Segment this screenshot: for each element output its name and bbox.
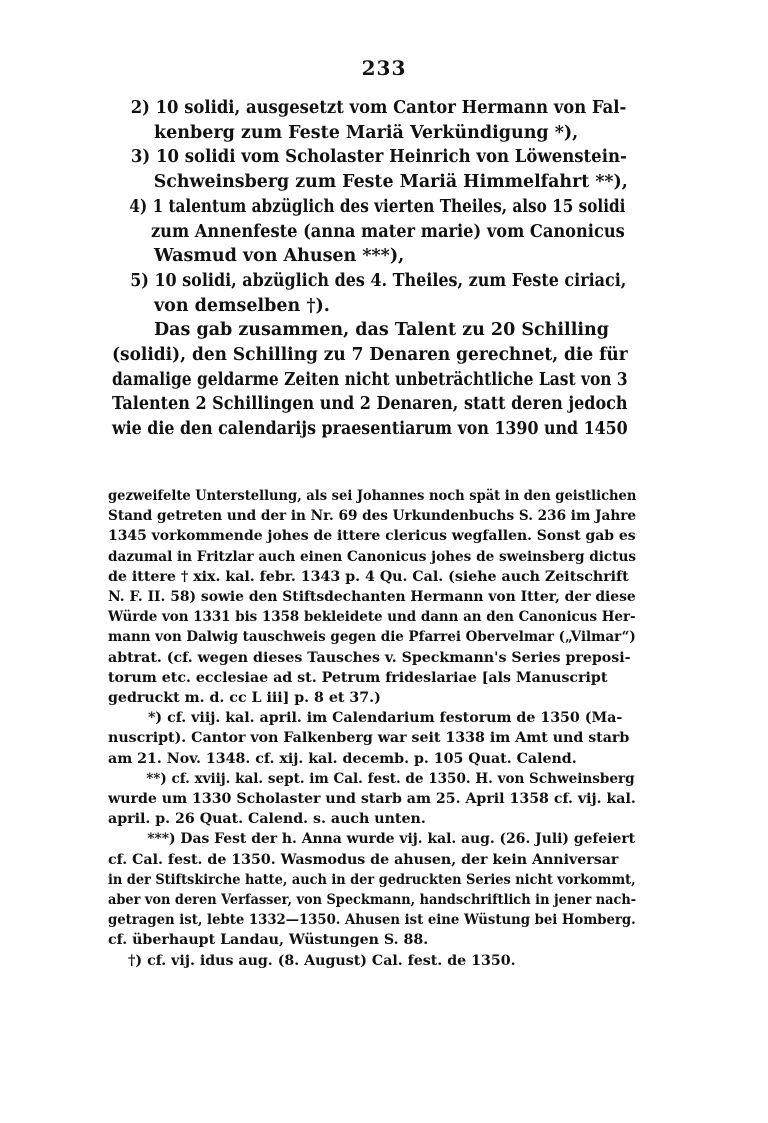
paragraph-line-5: wie die den calendarijs praesentiarum von 1390 und 1450 bbox=[112, 419, 628, 440]
footnote-1-line-3: am 21. Nov. 1348. cf. xij. kal. decemb. p. 105 Quat. Calend. bbox=[108, 750, 577, 767]
footnote-3-line-2: cf. Cal. fest. de 1350. Wasmodus de ahusen, der kein Anniversar bbox=[108, 851, 619, 868]
footnote-continuation-line: torum etc. ecclesiae ad st. Petrum frideslariae [als Manuscript bbox=[108, 669, 608, 686]
footnote-3-line-5: getragen ist, lebte 1332—1350. Ahusen ist eine Wüstung bei Homberg. bbox=[108, 912, 636, 929]
footnote-continuation-line: Stand getreten und der in Nr. 69 des Urkundenbuchs S. 236 im Jahre bbox=[108, 508, 637, 525]
paragraph-line-4: Talenten 2 Schillingen und 2 Denaren, statt deren jedoch bbox=[112, 394, 628, 415]
list-item-4-line-2: zum Annenfeste (anna mater marie) vom Canonicus bbox=[150, 221, 625, 242]
paragraph-line-3: damalige geldarme Zeiten nicht unbeträchtliche Last von 3 bbox=[112, 369, 628, 390]
main-text-block bbox=[112, 96, 632, 442]
list-item-3-line-1: 3) 10 solidi vom Scholaster Heinrich von Löwenstein- bbox=[130, 147, 627, 168]
paragraph-line-1: Das gab zusammen, das Talent zu 20 Schilling bbox=[154, 320, 609, 341]
footnote-continuation-line: N. F. II. 58) sowie den Stiftsdechanten Hermann von Itter, der diese bbox=[108, 589, 636, 606]
footnote-continuation-line: gedruckt m. d. cc L iii] p. 8 et 37.) bbox=[108, 690, 381, 707]
list-item-5-line-1: 5) 10 solidi, abzüglich des 4. Theiles, zum Feste ciriaci, bbox=[130, 270, 627, 291]
list-item-4-line-3: Wasmud von Ahusen ***), bbox=[154, 246, 405, 267]
footnote-3-line-6: cf. überhaupt Landau, Wüstungen S. 88. bbox=[108, 932, 429, 949]
footnote-2-line-3: april. p. 26 Quat. Calend. s. auch unten. bbox=[108, 811, 426, 828]
footnote-3-line-1: ***) Das Fest der h. Anna wurde vij. kal. aug. (26. Juli) gefeiert bbox=[147, 831, 636, 848]
footnote-continuation-line: 1345 vorkommende johes de ittere clericus wegfallen. Sonst gab es bbox=[108, 528, 636, 545]
footnote-continuation-line: dazumal in Fritzlar auch einen Canonicus johes de sweinsberg dictus bbox=[108, 548, 637, 565]
footnotes-block bbox=[108, 486, 638, 971]
footnote-4-line-1: †) cf. vij. idus aug. (8. August) Cal. fest. de 1350. bbox=[128, 952, 516, 969]
list-item-2-line-1: 2) 10 solidi, ausgesetzt vom Cantor Hermann von Fal- bbox=[130, 98, 627, 118]
footnote-continuation-line: de ittere † xix. kal. febr. 1343 p. 4 Qu. Cal. (siehe auch Zeitschrift bbox=[108, 568, 629, 585]
footnote-continuation-line: Würde von 1331 bis 1358 bekleidete und dann an den Canonicus Her- bbox=[108, 609, 636, 626]
paragraph-line-2: (solidi), den Schilling zu 7 Denaren gerechnet, die für bbox=[112, 345, 628, 366]
list-item-4-line-1: 4) 1 talentum abzüglich des vierten Theiles, also 15 solidi bbox=[129, 196, 626, 217]
footnote-1-line-2: nuscript). Cantor von Falkenberg war seit 1338 im Amt und starb bbox=[108, 730, 630, 747]
list-item-2-line-2: kenberg zum Feste Mariä Verkündigung *), bbox=[154, 122, 579, 143]
list-item-3-line-2: Schweinsberg zum Feste Mariä Himmelfahrt **), bbox=[153, 172, 628, 193]
footnote-3-line-4: aber von deren Verfasser, von Speckmann, handschriftlich in jener nach- bbox=[108, 892, 637, 909]
footnote-1-line-1: *) cf. viij. kal. april. im Calendarium festorum de 1350 (Ma- bbox=[148, 710, 623, 727]
page-number: 233 bbox=[361, 56, 407, 80]
footnote-3-line-3: in der Stiftskirche hatte, auch in der gedruckten Series nicht vorkommt, bbox=[108, 871, 636, 888]
footnote-2-line-1: **) cf. xviij. kal. sept. im Cal. fest. de 1350. H. von Schweinsberg bbox=[146, 770, 635, 787]
footnote-continuation-line: abtrat. (cf. wegen dieses Tausches v. Speckmann's Series preposi- bbox=[108, 649, 631, 666]
footnote-2-line-2: wurde um 1330 Scholaster und starb am 25. April 1358 cf. vij. kal. bbox=[108, 791, 636, 808]
footnote-continuation-line: gezweifelte Unterstellung, als sei Johannes noch spät in den geistlichen bbox=[108, 488, 637, 504]
footnote-continuation-line: mann von Dalwig tauschweis gegen die Pfarrei Obervelmar („Vilmar“) bbox=[108, 629, 636, 646]
list-item-5-line-2: von demselben †). bbox=[154, 295, 330, 316]
